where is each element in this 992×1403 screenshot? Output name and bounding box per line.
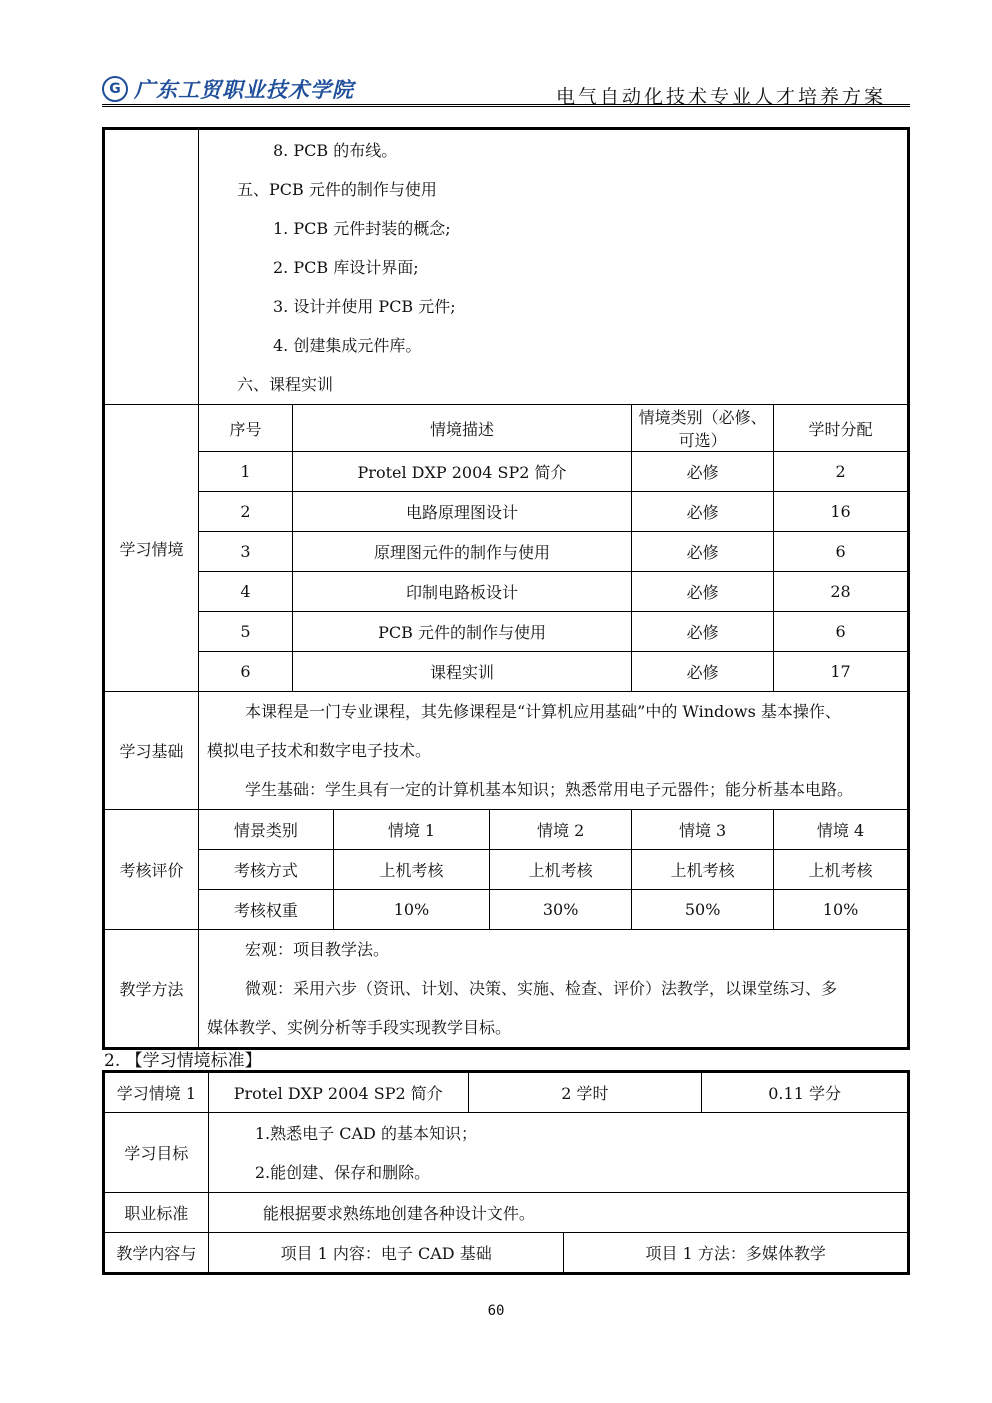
learning-goal-item: 1.熟悉电子 CAD 的基本知识； <box>254 1123 477 1143</box>
learning-goal-item: 2.能创建、保存和删除。 <box>254 1162 431 1182</box>
table-cell: 上机考核 <box>774 850 908 890</box>
content-line: 4. 创建集成元件库。 <box>272 335 422 355</box>
table-cell: 考核方式 <box>198 850 333 890</box>
page-number: 60 <box>487 1303 505 1319</box>
table-cell: 必修 <box>632 652 774 692</box>
table-cell: 上机考核 <box>490 850 632 890</box>
table-row <box>105 572 908 612</box>
table-cell: 必修 <box>632 452 774 492</box>
table-cell: 必修 <box>632 492 774 532</box>
teaching-method-cell <box>198 930 907 1048</box>
table-cell: 3 <box>198 532 292 572</box>
content-line: 8. PCB 的布线。 <box>272 140 398 160</box>
content-cell <box>198 130 907 405</box>
learning-basis-paragraph: 本课程是一门专业课程，其先修课程是“计算机应用基础”中的 Windows 基本操作、 <box>244 702 841 721</box>
table-cell: 4 <box>198 572 292 612</box>
teaching-method-paragraph: 媒体教学、实例分析等手段实现教学目标。 <box>206 1018 511 1037</box>
table-cell: 10% <box>774 890 908 930</box>
table-header-cell: 序号 <box>198 405 292 452</box>
table-cell: 2 学时 <box>468 1073 702 1113</box>
table-cell: 上机考核 <box>333 850 489 890</box>
teaching-method-paragraph: 微观：采用六步（资讯、计划、决策、实施、检查、评价）法教学，以课堂练习、多 <box>244 979 837 998</box>
table-cell: 1 <box>198 452 292 492</box>
table-cell: 必修 <box>632 532 774 572</box>
learning-goal-cell <box>208 1113 907 1193</box>
table-row <box>105 850 908 890</box>
table-cell: PCB 元件的制作与使用 <box>292 612 631 652</box>
table-cell: 电路原理图设计 <box>292 492 631 532</box>
table-row <box>105 1073 908 1113</box>
table-cell: 情境 3 <box>632 810 774 850</box>
table-cell: 6 <box>198 652 292 692</box>
table-cell: 必修 <box>632 612 774 652</box>
table-cell: 必修 <box>632 572 774 612</box>
table-cell: 6 <box>774 532 908 572</box>
table-header-cell: 情境描述 <box>292 405 631 452</box>
table-cell: 情境 2 <box>490 810 632 850</box>
table-cell: 5 <box>198 612 292 652</box>
table-row <box>105 492 908 532</box>
document-title: 电气自动化技术专业人才培养方案 <box>555 86 886 108</box>
table-cell: 上机考核 <box>632 850 774 890</box>
content-line: 2. PCB 库设计界面; <box>272 257 419 277</box>
teaching-method-label: 教学方法 <box>105 930 199 1048</box>
table-cell: 情景类别 <box>198 810 333 850</box>
content-label-cell <box>105 130 199 405</box>
section-caption: 2. 【学习情境标准】 <box>104 1051 262 1071</box>
table-cell: 2 <box>774 452 908 492</box>
learning-basis-paragraph: 学生基础：学生具有一定的计算机基本知识；熟悉常用电子元器件；能分析基本电路。 <box>244 780 853 799</box>
professional-standard-label: 职业标准 <box>105 1193 209 1233</box>
table-cell: 16 <box>774 492 908 532</box>
assessment-label: 考核评价 <box>105 810 199 930</box>
situation-standard-table <box>104 1072 908 1273</box>
learning-goal-label: 学习目标 <box>105 1113 209 1193</box>
table-cell: Protel DXP 2004 SP2 简介 <box>208 1073 468 1113</box>
table-cell: 印制电路板设计 <box>292 572 631 612</box>
table-header-cell: 情境类别（必修、可选） <box>632 405 774 452</box>
teaching-method-paragraph: 宏观：项目教学法。 <box>244 940 389 959</box>
table-cell: 课程实训 <box>292 652 631 692</box>
page-header <box>102 70 910 108</box>
header-divider <box>102 104 910 107</box>
table-cell: 原理图元件的制作与使用 <box>292 532 631 572</box>
table-cell: 情境 1 <box>333 810 489 850</box>
learning-basis-paragraph: 模拟电子技术和数字电子技术。 <box>206 741 431 760</box>
table-cell: 30% <box>490 890 632 930</box>
table-cell: 0.11 学分 <box>702 1073 908 1113</box>
professional-standard-text: 能根据要求熟练地创建各种设计文件。 <box>208 1193 907 1233</box>
table-cell: 10% <box>333 890 489 930</box>
table-cell: Protel DXP 2004 SP2 简介 <box>292 452 631 492</box>
table-cell: 28 <box>774 572 908 612</box>
content-line: 1. PCB 元件封装的概念; <box>272 218 451 238</box>
teaching-content-label: 教学内容与 <box>105 1233 209 1273</box>
table-cell: 考核权重 <box>198 890 333 930</box>
learning-basis-label: 学习基础 <box>105 692 199 810</box>
learning-basis-cell <box>198 692 907 810</box>
content-line: 3. 设计并使用 PCB 元件; <box>272 296 456 316</box>
teaching-content-item: 项目 1 内容：电子 CAD 基础 <box>208 1233 564 1273</box>
table-row <box>105 810 908 850</box>
table-row <box>105 532 908 572</box>
school-emblem-icon: G <box>102 76 128 102</box>
school-logo <box>102 72 354 106</box>
teaching-content-method: 项目 1 方法：多媒体教学 <box>564 1233 908 1273</box>
table-row <box>105 890 908 930</box>
table-header-cell: 学时分配 <box>774 405 908 452</box>
table-cell: 17 <box>774 652 908 692</box>
course-table <box>104 129 908 1048</box>
school-name: 广东工贸职业技术学院 <box>134 77 354 102</box>
table-row <box>105 452 908 492</box>
table-cell: 学习情境 1 <box>105 1073 209 1113</box>
table-row <box>105 652 908 692</box>
table-row <box>105 612 908 652</box>
table-cell: 50% <box>632 890 774 930</box>
content-line: 六、课程实训 <box>236 374 333 394</box>
table-cell: 情境 4 <box>774 810 908 850</box>
table-cell: 2 <box>198 492 292 532</box>
learning-situation-label: 学习情境 <box>105 405 199 692</box>
content-line: 五、PCB 元件的制作与使用 <box>236 179 437 199</box>
table-cell: 6 <box>774 612 908 652</box>
